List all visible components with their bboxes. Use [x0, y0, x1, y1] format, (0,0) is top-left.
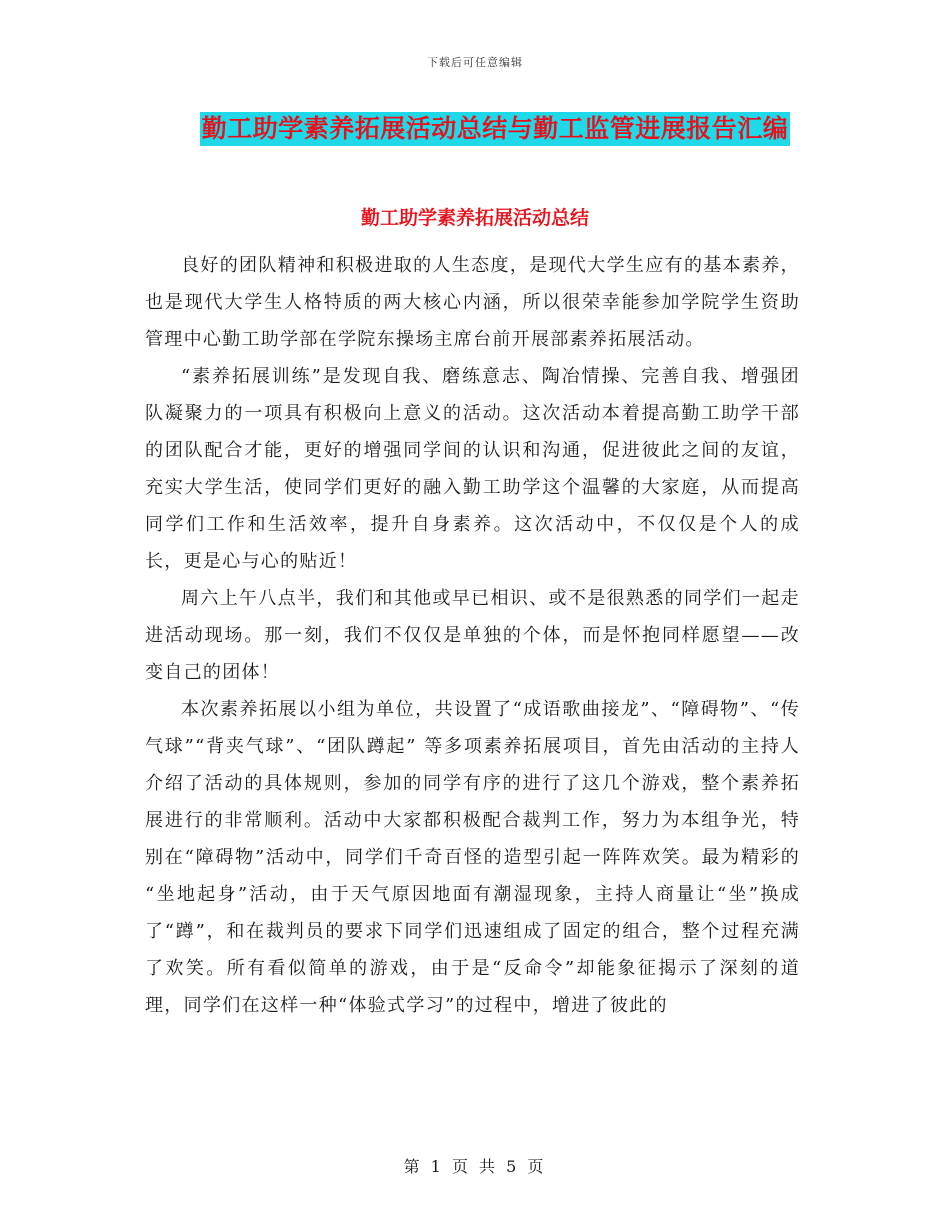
paragraph: 本次素养拓展以小组为单位，共设置了“成语歌曲接龙”、“障碍物”、“传气球”“背夹气球”、“团队蹲起” 等多项素养拓展项目，首先由活动的主持人介绍了活动的具体规则，参加的同学有序的进行了这几个游戏，整个素养拓展进行的非常顺利。活动中大家都积极配合裁判工作，努力为本组争光，特别在“障碍物”活动中，同学们千奇百怪的造型引起一阵阵欢笑。最为精彩的 “坐地起身”活动，由于天气原因地面有潮湿现象，主持人商量让“坐”换成了“蹲”，和在裁判员的要求下同学们迅速组成了固定的组合，整个过程充满了欢笑。所有看似简单的游戏，由于是“反命令”却能象征揭示了深刻的道理，同学们在这样一种“体验式学习”的过程中，增进了彼此的 [145, 699, 800, 1016]
main-title: 勤工助学素养拓展活动总结与勤工监管进展报告汇编 [200, 112, 791, 146]
main-title-container [0, 112, 950, 146]
paragraph: 良好的团队精神和积极进取的人生态度，是现代大学生应有的基本素养，也是现代大学生人格特质的两大核心内涵，所以很荣幸能参加学院学生资助管理中心勤工助学部在学院东操场主席台前开展部素养拓展活动。 [145, 255, 800, 350]
header-note: 下载后可任意编辑 [427, 56, 523, 69]
body-text [145, 247, 800, 1024]
page-footer: 第 1 页 共 5 页 [403, 1157, 547, 1176]
section-title: 勤工助学素养拓展活动总结 [360, 207, 589, 229]
paragraph: “素养拓展训练”是发现自我、磨练意志、陶冶情操、完善自我、增强团队凝聚力的一项具有积极向上意义的活动。这次活动本着提高勤工助学干部的团队配合才能，更好的增强同学间的认识和沟通，促进彼此之间的友谊，充实大学生活，使同学们更好的融入勤工助学这个温馨的大家庭，从而提高同学们工作和生活效率，提升自身素养。这次活动中，不仅仅是个人的成长，更是心与心的贴近！ [145, 366, 800, 572]
paragraph: 周六上午八点半，我们和其他或早已相识、或不是很熟悉的同学们一起走进活动现场。那一刻，我们不仅仅是单独的个体，而是怀抱同样愿望——改变自己的团体！ [145, 588, 800, 683]
